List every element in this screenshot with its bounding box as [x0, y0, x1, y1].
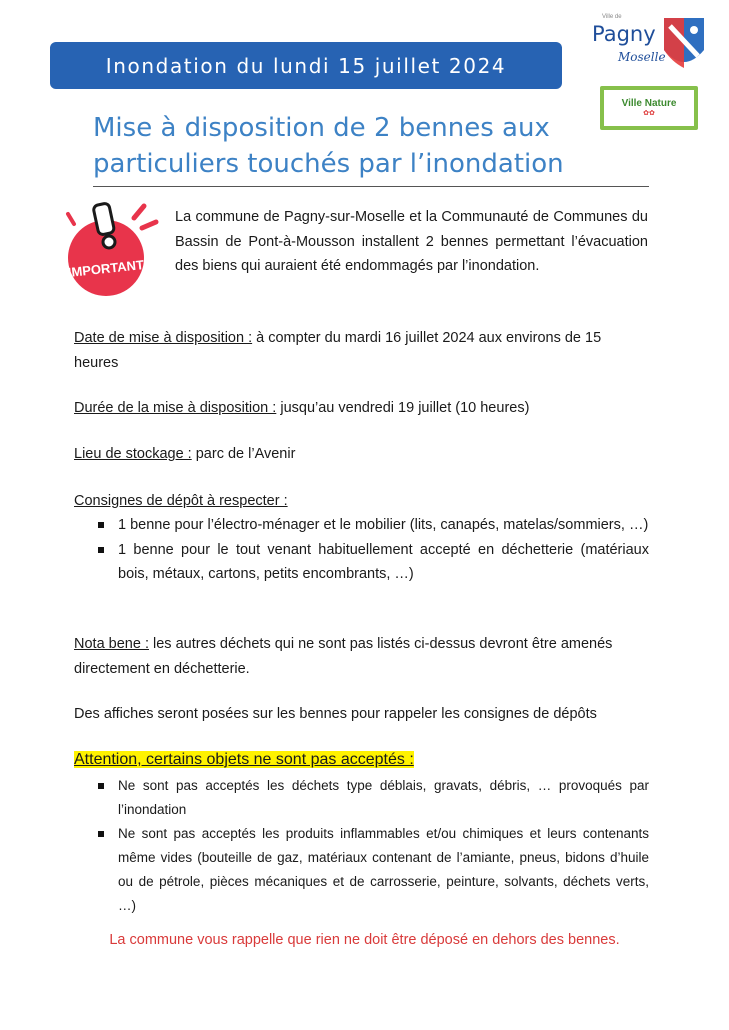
- instructions-list: [96, 513, 649, 587]
- list-item: 1 benne pour l’électro-ménager et le mobilier (lits, canapés, matelas/sommiers, …): [96, 513, 649, 538]
- title-divider: [93, 186, 649, 187]
- list-item: Ne sont pas acceptés les déchets type déblais, gravats, débris, … provoqués par l’inondation: [96, 774, 649, 822]
- date-text: à compter du mardi 16 juillet 2024 aux environs de 15 heures: [74, 330, 602, 371]
- coat-of-arms-icon: [662, 16, 706, 76]
- date-label: Date de mise à disposition :: [74, 330, 253, 346]
- nota-paragraph: [74, 632, 649, 681]
- nota-text: les autres déchets qui ne sont pas listés ci-dessus devront être amenés directement en déchetterie.: [74, 636, 613, 677]
- title-line-1: Mise à disposition de 2 bennes aux: [93, 113, 550, 143]
- duration-label: Durée de la mise à disposition :: [74, 400, 277, 416]
- instructions-heading: [74, 489, 649, 514]
- logo-small-text: Ville de: [602, 14, 622, 20]
- flowers-icon: ✿✿: [643, 110, 655, 117]
- posters-paragraph: Des affiches seront posées sur les bennes pour rappeler les consignes de dépôts: [74, 706, 597, 722]
- banner-title: Inondation du lundi 15 juillet 2024: [105, 53, 507, 78]
- list-item: 1 benne pour le tout venant habituellement accepté en déchetterie (matériaux bois, métaux, cartons, petits encombrants, …): [96, 538, 649, 587]
- duration-text: jusqu’au vendredi 19 juillet (10 heures): [276, 400, 530, 416]
- page-title: [93, 110, 653, 182]
- ville-nature-label: Ville Nature: [621, 98, 677, 109]
- duration-paragraph: [74, 396, 649, 421]
- event-banner: [50, 42, 562, 89]
- location-text: parc de l’Avenir: [191, 446, 296, 462]
- attention-list: [96, 774, 649, 918]
- instructions-label: Consignes de dépôt à respecter :: [74, 493, 288, 509]
- important-warning-icon: [60, 200, 165, 300]
- title-line-2: particuliers touchés par l’inondation: [93, 149, 564, 179]
- closing-reminder: La commune vous rappelle que rien ne doit être déposé en dehors des bennes.: [109, 932, 620, 948]
- location-label: Lieu de stockage :: [74, 446, 192, 462]
- location-paragraph: [74, 442, 649, 467]
- attention-label: Attention, certains objets ne sont pas acceptés :: [74, 751, 414, 768]
- important-label: IMPORTANT: [67, 257, 145, 280]
- logo-city-name: Pagny: [592, 22, 656, 46]
- date-paragraph: [74, 326, 649, 375]
- intro-paragraph: La commune de Pagny-sur-Moselle et la Communauté de Communes du Bassin de Pont-à-Mousson installent 2 bennes permettant l’évacuation des biens qui auraient été endommagés par l’inondation.: [175, 209, 648, 274]
- nota-label: Nota bene :: [74, 636, 149, 652]
- logo-subtitle: Moselle: [618, 50, 666, 64]
- list-item: Ne sont pas acceptés les produits inflammables et/ou chimiques et leurs contenants même vides (bouteille de gaz, matériaux contenant de l’amiante, pneus, bidons d’huile ou de pétrole, pièces mécaniques et de carrosserie, peinture, solvants, déchets verts, …): [96, 822, 649, 918]
- attention-heading: [74, 748, 649, 773]
